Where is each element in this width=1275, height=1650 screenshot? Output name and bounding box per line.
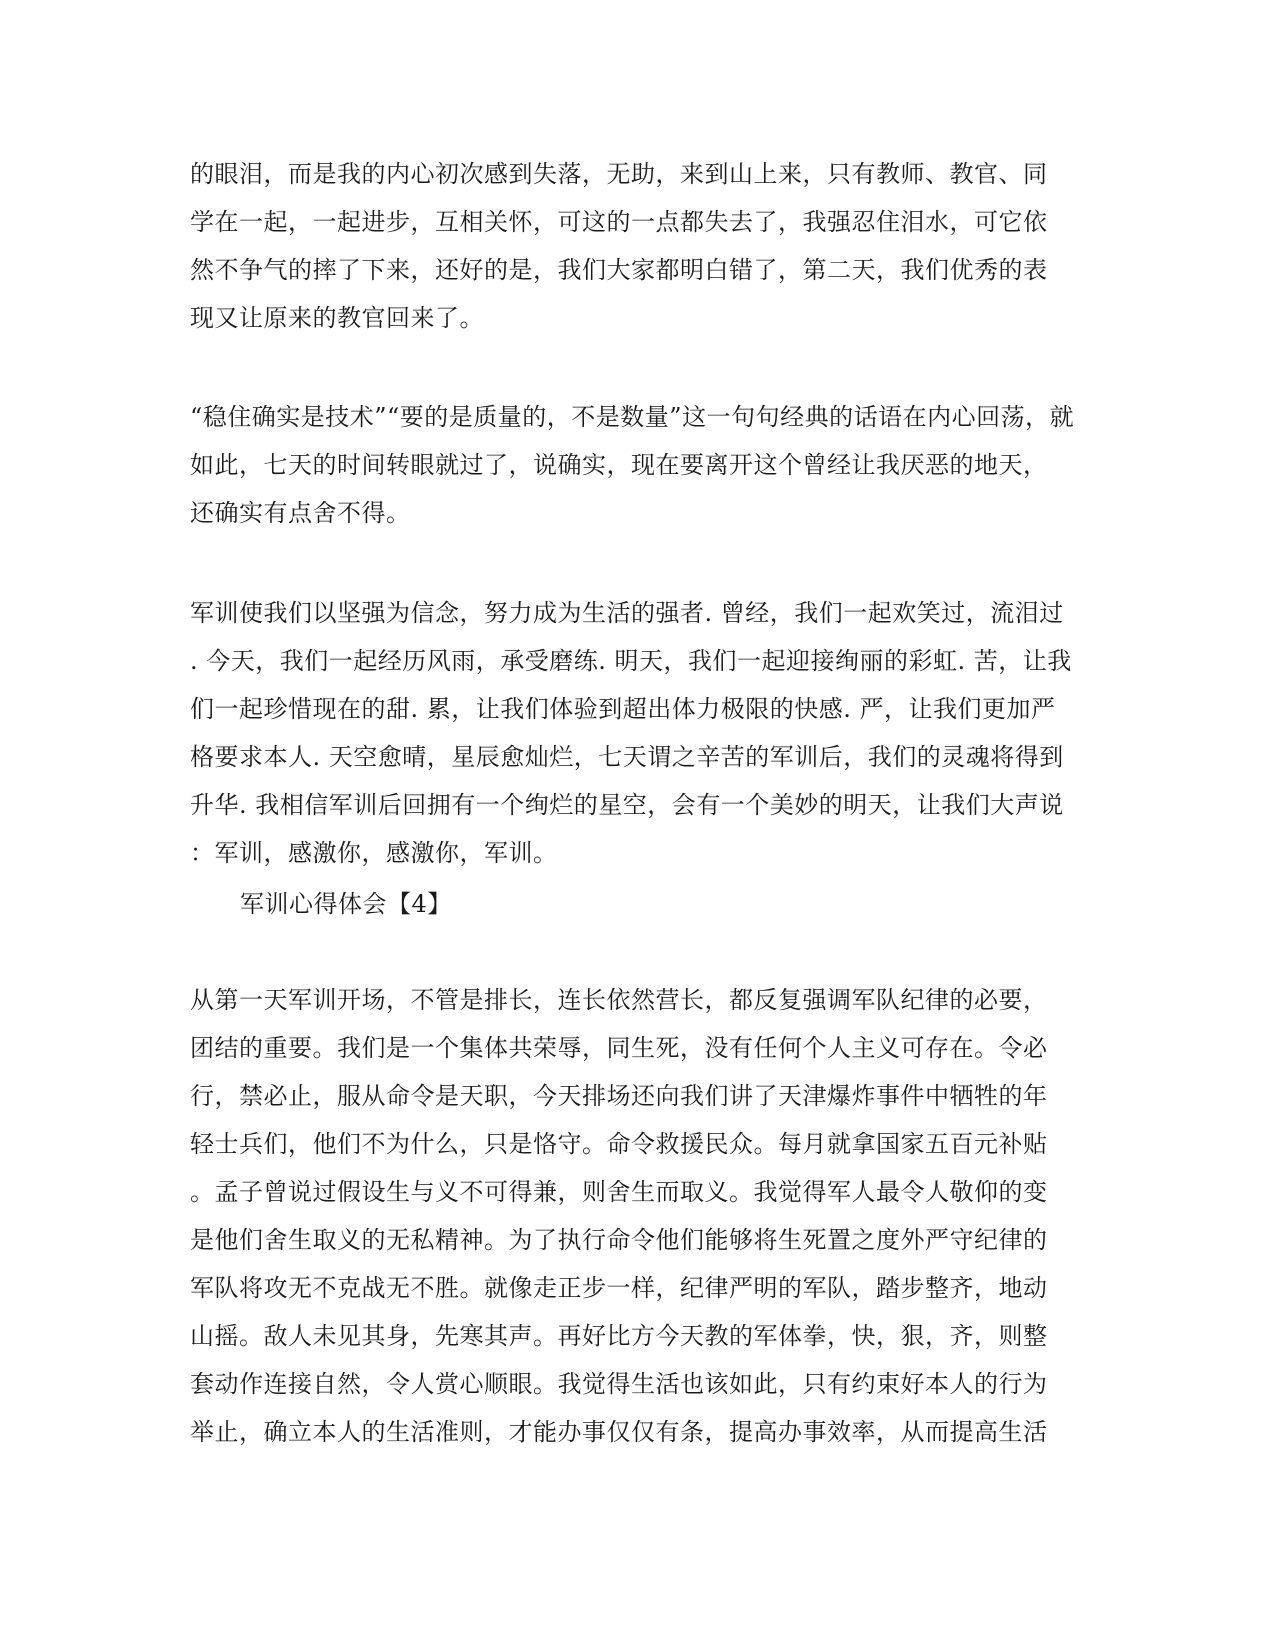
- paragraph-line: 的眼泪，而是我的内心初次感到失落，无助，来到山上来，只有教师、教官、同: [190, 160, 1048, 188]
- paragraph-line: “稳住确实是技术”“要的是质量的，不是数量”这一句句经典的话语在内心回荡，就: [190, 403, 1075, 431]
- paragraph-3: [190, 589, 1090, 877]
- paragraph-line: 如此，七天的时间转眼就过了，说确实，现在要离开这个曾经让我厌恶的地天，: [190, 451, 1048, 479]
- paragraph-line: 升华. 我相信军训后回拥有一个绚烂的星空，会有一个美妙的明天，让我们大声说: [190, 791, 1064, 819]
- paragraph-1: [190, 150, 1090, 342]
- paragraph-line: 。孟子曾说过假设生与义不可得兼，则舍生而取义。我觉得军人最令人敬仰的变: [190, 1178, 1048, 1206]
- paragraph-line: 们一起珍惜现在的甜. 累，让我们体验到超出体力极限的快感. 严，让我们更加严: [190, 695, 1056, 723]
- paragraph-line: 团结的重要。我们是一个集体共荣辱，同生死，没有任何个人主义可存在。令必: [190, 1034, 1048, 1062]
- section-heading-text: 军训心得体会【4】: [240, 890, 452, 918]
- paragraph-line: 还确实有点舍不得。: [190, 499, 411, 527]
- paragraph-line: 从第一天军训开场，不管是排长，连长依然营长，都反复强调军队纪律的必要，: [190, 986, 1048, 1014]
- paragraph-line: 轻士兵们，他们不为什么，只是恪守。命令救援民众。每月就拿国家五百元补贴: [190, 1130, 1048, 1158]
- paragraph-line: 现又让原来的教官回来了。: [190, 304, 484, 332]
- paragraph-line: ：军训，感激你，感激你，军训。: [190, 839, 558, 867]
- paragraph-2: [190, 393, 1090, 537]
- paragraph-line: 军队将攻无不克战无不胜。就像走正步一样，纪律严明的军队，踏步整齐，地动: [190, 1274, 1048, 1302]
- paragraph-line: 行，禁必止，服从命令是天职，今天排场还向我们讲了天津爆炸事件中牺牲的年: [190, 1082, 1048, 1110]
- paragraph-line: 套动作连接自然，令人赏心顺眼。我觉得生活也该如此，只有约束好本人的行为: [190, 1370, 1048, 1398]
- paragraph-line: 是他们舍生取义的无私精神。为了执行命令他们能够将生死置之度外严守纪律的: [190, 1226, 1048, 1254]
- section-heading: [240, 880, 1140, 928]
- paragraph-line: 格要求本人. 天空愈晴，星辰愈灿烂，七天谓之辛苦的军训后，我们的灵魂将得到: [190, 743, 1064, 771]
- paragraph-line: 军训使我们以坚强为信念，努力成为生活的强者. 曾经，我们一起欢笑过，流泪过: [190, 599, 1064, 627]
- paragraph-line: 举止，确立本人的生活准则，才能办事仅仅有条，提高办事效率，从而提高生活: [190, 1418, 1048, 1446]
- paragraph-line: 然不争气的摔了下来，还好的是，我们大家都明白错了，第二天，我们优秀的表: [190, 256, 1048, 284]
- paragraph-line: . 今天，我们一起经历风雨，承受磨练. 明天，我们一起迎接绚丽的彩虹. 苦，让我: [190, 647, 1072, 675]
- paragraph-line: 山摇。敌人未见其身，先寒其声。再好比方今天教的军体拳，快，狠，齐，则整: [190, 1322, 1048, 1350]
- paragraph-line: 学在一起，一起进步，互相关怀，可这的一点都失去了，我强忍住泪水，可它依: [190, 208, 1048, 236]
- paragraph-4: [190, 976, 1090, 1456]
